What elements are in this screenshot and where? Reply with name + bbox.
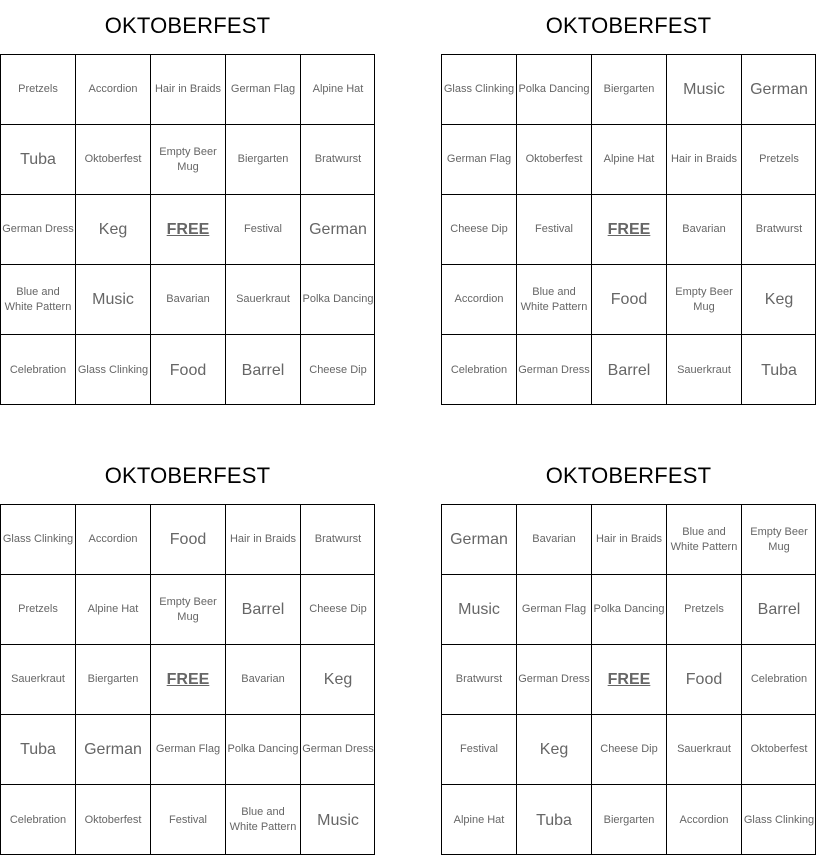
bingo-cell: German xyxy=(75,714,150,784)
bingo-cell: Tuba xyxy=(516,784,591,855)
bingo-cell: Hair in Braids xyxy=(225,504,300,574)
bingo-cell: German Flag xyxy=(150,714,225,784)
bingo-cell: Blue and White Pattern xyxy=(0,264,75,334)
bingo-cell: Bavarian xyxy=(516,504,591,574)
bingo-cell: Barrel xyxy=(225,334,300,405)
bingo-cell: Hair in Braids xyxy=(591,504,666,574)
bingo-cell: Tuba xyxy=(741,334,816,405)
bingo-cell: German Dress xyxy=(516,334,591,405)
bingo-grid xyxy=(0,54,375,405)
bingo-cell: Keg xyxy=(75,194,150,264)
bingo-cell: Keg xyxy=(300,644,375,714)
bingo-cell: Pretzels xyxy=(666,574,741,644)
bingo-cell: German Flag xyxy=(516,574,591,644)
bingo-cell: Sauerkraut xyxy=(666,714,741,784)
bingo-cell: German Flag xyxy=(441,124,516,194)
free-space: FREE xyxy=(591,644,666,714)
bingo-cell: Celebration xyxy=(741,644,816,714)
bingo-cell: Bratwurst xyxy=(441,644,516,714)
bingo-cell: Cheese Dip xyxy=(441,194,516,264)
card-title: OKTOBERFEST xyxy=(104,13,271,38)
bingo-cell: Sauerkraut xyxy=(225,264,300,334)
bingo-cell: Bavarian xyxy=(666,194,741,264)
bingo-cell: Empty Beer Mug xyxy=(150,574,225,644)
bingo-cell: German Dress xyxy=(300,714,375,784)
bingo-cell: Biergarten xyxy=(225,124,300,194)
bingo-cell: Biergarten xyxy=(591,784,666,855)
bingo-cell: Festival xyxy=(225,194,300,264)
card-title: OKTOBERFEST xyxy=(545,463,712,488)
bingo-cell: Music xyxy=(75,264,150,334)
bingo-cell: Accordion xyxy=(75,54,150,124)
bingo-cell: Cheese Dip xyxy=(300,574,375,644)
bingo-cell: Music xyxy=(300,784,375,855)
bingo-cell: Bratwurst xyxy=(300,504,375,574)
bingo-cell: Glass Clinking xyxy=(441,54,516,124)
bingo-cell: Empty Beer Mug xyxy=(150,124,225,194)
bingo-cell: Alpine Hat xyxy=(75,574,150,644)
bingo-cell: Alpine Hat xyxy=(441,784,516,855)
bingo-cell: Food xyxy=(666,644,741,714)
free-space: FREE xyxy=(150,644,225,714)
bingo-cell: German Dress xyxy=(0,194,75,264)
bingo-cell: Pretzels xyxy=(741,124,816,194)
card-title: OKTOBERFEST xyxy=(104,463,271,488)
bingo-cell: Barrel xyxy=(741,574,816,644)
bingo-cell: Bavarian xyxy=(150,264,225,334)
bingo-cell: Glass Clinking xyxy=(741,784,816,855)
bingo-cell: Alpine Hat xyxy=(300,54,375,124)
bingo-cell: Oktoberfest xyxy=(516,124,591,194)
bingo-cell: Bratwurst xyxy=(741,194,816,264)
bingo-cell: Barrel xyxy=(591,334,666,405)
bingo-cell: German xyxy=(741,54,816,124)
bingo-cell: German Dress xyxy=(516,644,591,714)
bingo-cell: Bavarian xyxy=(225,644,300,714)
bingo-cell: Food xyxy=(150,334,225,405)
bingo-cell: Food xyxy=(150,504,225,574)
bingo-cell: Celebration xyxy=(0,784,75,855)
bingo-cell: Polka Dancing xyxy=(300,264,375,334)
bingo-cell: Biergarten xyxy=(591,54,666,124)
bingo-cell: Barrel xyxy=(225,574,300,644)
bingo-cell: Oktoberfest xyxy=(75,124,150,194)
bingo-cell: Blue and White Pattern xyxy=(225,784,300,855)
bingo-cell: Festival xyxy=(441,714,516,784)
bingo-cell: German xyxy=(441,504,516,574)
bingo-cell: Festival xyxy=(516,194,591,264)
bingo-cell: Accordion xyxy=(441,264,516,334)
bingo-cell: Sauerkraut xyxy=(0,644,75,714)
bingo-cell: Empty Beer Mug xyxy=(741,504,816,574)
bingo-grid xyxy=(0,504,375,855)
bingo-cell: Polka Dancing xyxy=(225,714,300,784)
bingo-cell: Bratwurst xyxy=(300,124,375,194)
bingo-cell: Cheese Dip xyxy=(300,334,375,405)
bingo-cell: Pretzels xyxy=(0,574,75,644)
bingo-cell: Oktoberfest xyxy=(741,714,816,784)
free-space: FREE xyxy=(591,194,666,264)
bingo-cell: Celebration xyxy=(0,334,75,405)
bingo-cell: Oktoberfest xyxy=(75,784,150,855)
bingo-cell: Hair in Braids xyxy=(666,124,741,194)
bingo-cell: Hair in Braids xyxy=(150,54,225,124)
bingo-cell: Pretzels xyxy=(0,54,75,124)
free-space: FREE xyxy=(150,194,225,264)
bingo-cell: Keg xyxy=(516,714,591,784)
bingo-cell: Glass Clinking xyxy=(75,334,150,405)
bingo-cell: Blue and White Pattern xyxy=(516,264,591,334)
bingo-cell: Keg xyxy=(741,264,816,334)
bingo-cell: Glass Clinking xyxy=(0,504,75,574)
bingo-cell: German xyxy=(300,194,375,264)
bingo-cell: Tuba xyxy=(0,714,75,784)
bingo-grid xyxy=(441,54,816,405)
bingo-cell: Accordion xyxy=(666,784,741,855)
bingo-cell: Festival xyxy=(150,784,225,855)
bingo-cell: Accordion xyxy=(75,504,150,574)
bingo-cell: Tuba xyxy=(0,124,75,194)
card-title: OKTOBERFEST xyxy=(545,13,712,38)
bingo-grid xyxy=(441,504,816,855)
bingo-cell: Cheese Dip xyxy=(591,714,666,784)
bingo-cell: Music xyxy=(666,54,741,124)
bingo-cell: Blue and White Pattern xyxy=(666,504,741,574)
bingo-cell: Empty Beer Mug xyxy=(666,264,741,334)
bingo-cell: Celebration xyxy=(441,334,516,405)
bingo-cell: Polka Dancing xyxy=(516,54,591,124)
bingo-cell: Polka Dancing xyxy=(591,574,666,644)
bingo-cell: Alpine Hat xyxy=(591,124,666,194)
bingo-cell: German Flag xyxy=(225,54,300,124)
bingo-cell: Sauerkraut xyxy=(666,334,741,405)
bingo-cell: Music xyxy=(441,574,516,644)
bingo-cell: Biergarten xyxy=(75,644,150,714)
bingo-cell: Food xyxy=(591,264,666,334)
